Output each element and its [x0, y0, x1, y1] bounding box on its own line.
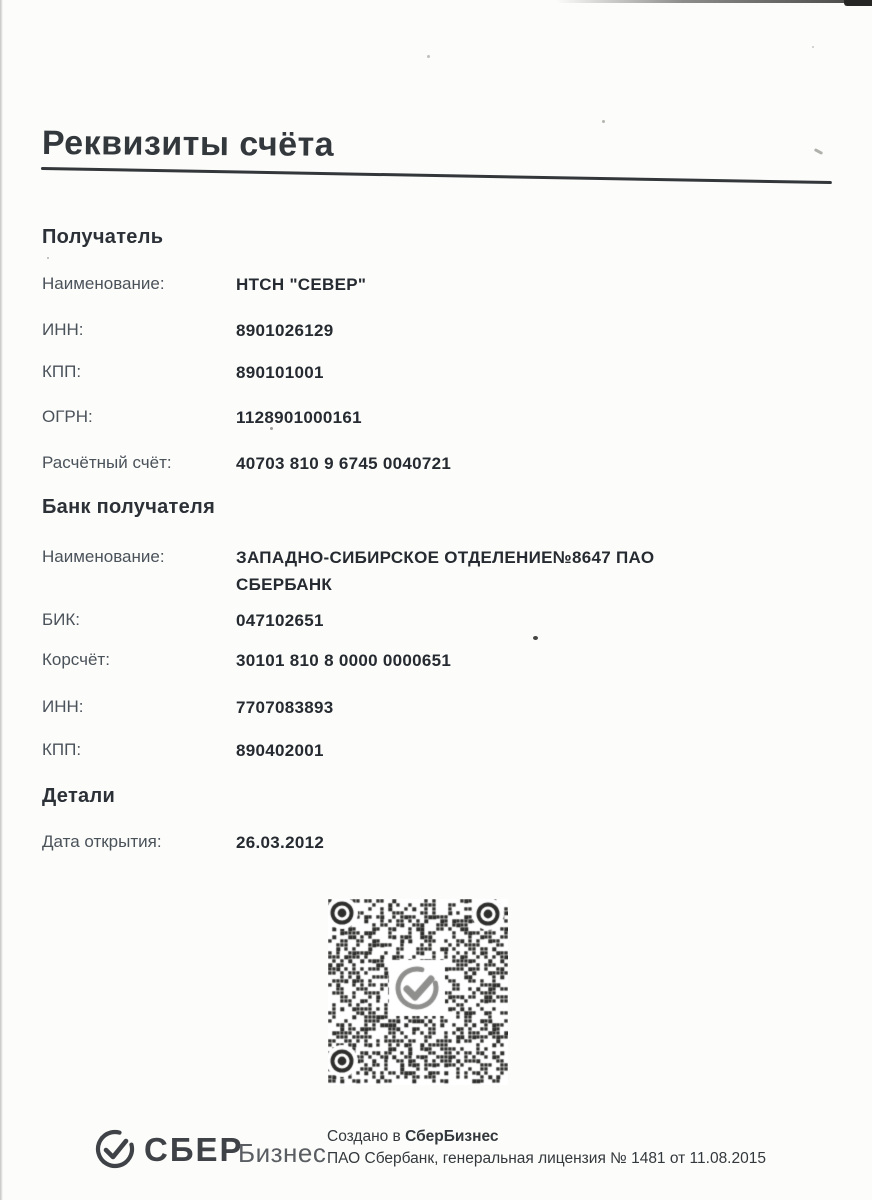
- footer-created-app: СберБизнес: [405, 1128, 499, 1145]
- sber-logo-suffix: Бизнес: [238, 1138, 327, 1168]
- section-heading-bank: Банк получателя: [42, 496, 216, 518]
- sber-logo-wordmark: СБЕР: [144, 1131, 244, 1168]
- scan-speck: [47, 257, 49, 259]
- footer-created-prefix: Создано в: [327, 1128, 406, 1145]
- field-label: КПП:: [42, 740, 82, 759]
- scan-artifact-top-corner: [844, 0, 872, 6]
- qr-code: [328, 899, 508, 1085]
- field-value: ЗАПАДНО-СИБИРСКОЕ ОТДЕЛЕНИЕ№8647 ПАО СБЕРБАНК: [236, 548, 655, 594]
- title-divider: [41, 167, 832, 184]
- field-label: ИНН:: [42, 320, 84, 339]
- field-value: 1128901000161: [236, 408, 362, 427]
- field-label: ИНН:: [42, 697, 84, 716]
- scan-speck: [533, 636, 538, 640]
- sber-logo-icon: [93, 1127, 137, 1171]
- field-value: 8901026129: [236, 321, 334, 340]
- field-label: Наименование:: [42, 274, 165, 293]
- field-value: 26.03.2012: [236, 833, 325, 852]
- field-label: Расчётный счёт:: [42, 453, 172, 472]
- page-title: Реквизиты счёта: [41, 124, 335, 164]
- footer-license-line: ПАО Сбербанк, генеральная лицензия № 1481 от 11.08.2015: [327, 1150, 766, 1167]
- field-value: НТСН "СЕВЕР": [236, 275, 367, 294]
- field-label: КПП:: [42, 362, 82, 381]
- scan-speck: [812, 46, 814, 48]
- field-label: БИК:: [42, 610, 81, 629]
- field-value: 047102651: [236, 611, 324, 630]
- field-value: 890101001: [236, 363, 324, 382]
- section-heading-details: Детали: [42, 785, 116, 807]
- field-label: Корсчёт:: [42, 650, 110, 669]
- scan-speck: [814, 148, 823, 155]
- scan-speck: [427, 55, 430, 58]
- section-heading-recipient: Получатель: [42, 226, 164, 248]
- field-value: 30101 810 8 0000 0000651: [236, 651, 452, 670]
- field-label: ОГРН:: [42, 407, 93, 426]
- footer-text: [327, 1126, 766, 1170]
- field-label: Дата открытия:: [42, 832, 162, 851]
- footer-created-line: [327, 1126, 766, 1148]
- field-value: 7707083893: [236, 698, 334, 717]
- field-value: 890402001: [236, 741, 324, 760]
- field-value: 40703 810 9 6745 0040721: [236, 454, 452, 473]
- field-label: Наименование:: [42, 547, 165, 566]
- scan-artifact-top-strip: [556, 0, 872, 3]
- scan-artifact-left-edge: [0, 0, 3, 1200]
- scan-speck: [602, 120, 605, 123]
